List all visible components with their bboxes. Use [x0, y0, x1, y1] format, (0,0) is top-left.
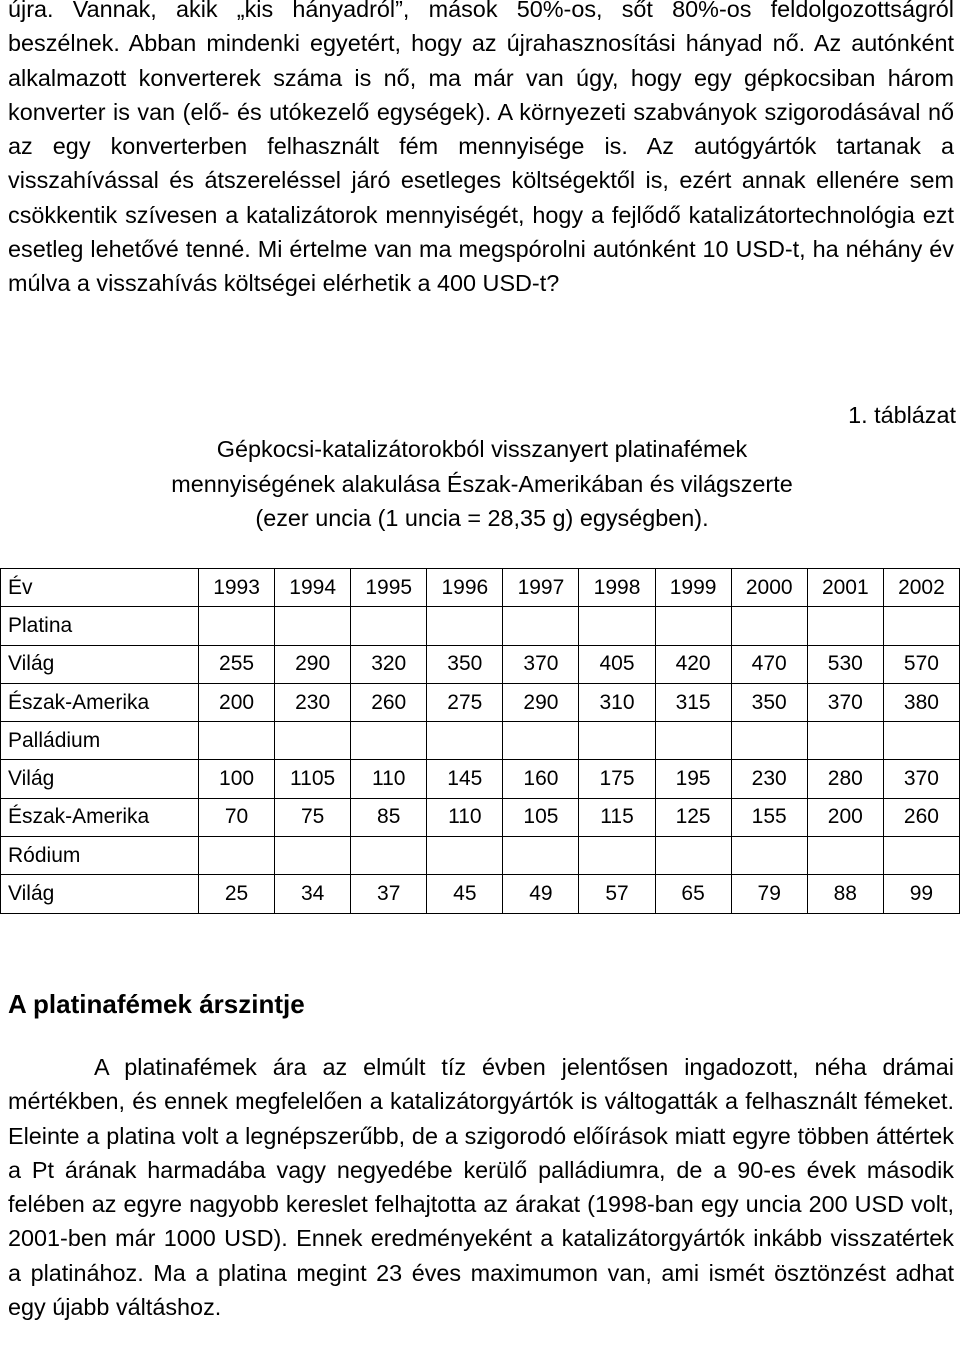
header-year: 2001 — [807, 569, 883, 607]
row-label: Világ — [1, 760, 199, 798]
table-cell: 195 — [655, 760, 731, 798]
table-cell: 37 — [351, 875, 427, 913]
table-cell: 570 — [883, 645, 959, 683]
table-cell: 370 — [807, 683, 883, 721]
table-row — [1, 645, 960, 683]
table-cell: 145 — [427, 760, 503, 798]
table-cell: 110 — [351, 760, 427, 798]
empty-cell — [351, 607, 427, 645]
table-cell: 70 — [199, 798, 275, 836]
table-cell: 350 — [427, 645, 503, 683]
row-label: Világ — [1, 645, 199, 683]
group-label: Palládium — [1, 722, 199, 760]
table-cell: 315 — [655, 683, 731, 721]
table-cell: 160 — [503, 760, 579, 798]
table-row — [1, 875, 960, 913]
row-label: Észak-Amerika — [1, 683, 199, 721]
table-cell: 88 — [807, 875, 883, 913]
table-cell: 65 — [655, 875, 731, 913]
table-cell: 420 — [655, 645, 731, 683]
group-row-platina — [1, 607, 960, 645]
empty-cell — [655, 722, 731, 760]
empty-cell — [351, 837, 427, 875]
table-cell: 320 — [351, 645, 427, 683]
table-title — [0, 432, 960, 536]
header-year: 1997 — [503, 569, 579, 607]
table-cell: 175 — [579, 760, 655, 798]
row-label: Észak-Amerika — [1, 798, 199, 836]
table-cell: 370 — [883, 760, 959, 798]
empty-cell — [427, 607, 503, 645]
empty-cell — [807, 607, 883, 645]
empty-cell — [199, 837, 275, 875]
header-year: 2000 — [731, 569, 807, 607]
table-cell: 200 — [807, 798, 883, 836]
table-cell: 155 — [731, 798, 807, 836]
table-cell: 45 — [427, 875, 503, 913]
table-title-line-3: (ezer uncia (1 uncia = 28,35 g) egységben). — [255, 505, 709, 531]
empty-cell — [275, 837, 351, 875]
table-number: 1. táblázat — [848, 402, 956, 428]
table-cell: 75 — [275, 798, 351, 836]
table-cell: 110 — [427, 798, 503, 836]
table-cell: 34 — [275, 875, 351, 913]
empty-cell — [883, 837, 959, 875]
empty-cell — [199, 722, 275, 760]
empty-cell — [579, 722, 655, 760]
empty-cell — [807, 837, 883, 875]
table-cell: 255 — [199, 645, 275, 683]
section-paragraph: A platinafémek ára az elmúlt tíz évben jelentősen ingadozott, néha drámai mértékben, és ennek megfelelően a katalizátorgyártók is váltogatták a felhasznált fémeket. Eleinte a platina volt a legnépszerűbb, de a szigorodó előírások miatt egyre többen áttértek a Pt árának harmadába vagy negyedébe kerülő palládiumra, de a 90-es évek második felében az egyre nagyobb kereslet felhajtotta az árakat (1998-ban egy uncia 200 USD volt, 2001-ben már 1000 USD). Ennek eredményeként a katalizátorgyártók inkább visszatértek a platinához. Ma a platina megint 23 éves maximumon van, ami ismét ösztönzést adhat egy újabb váltáshoz. — [8, 1054, 954, 1321]
empty-cell — [503, 837, 579, 875]
empty-cell — [579, 607, 655, 645]
table-cell: 530 — [807, 645, 883, 683]
header-year: 1993 — [199, 569, 275, 607]
table-cell: 85 — [351, 798, 427, 836]
header-year: 1998 — [579, 569, 655, 607]
table-title-line-2: mennyiségének alakulása Észak-Amerikában és világszerte — [171, 470, 793, 497]
table-cell: 280 — [807, 760, 883, 798]
empty-cell — [731, 607, 807, 645]
table-cell: 260 — [351, 683, 427, 721]
table-cell: 125 — [655, 798, 731, 836]
table-cell: 275 — [427, 683, 503, 721]
section-heading: A platinafémek árszintje — [8, 989, 305, 1019]
table-cell: 57 — [579, 875, 655, 913]
empty-cell — [427, 722, 503, 760]
empty-cell — [807, 722, 883, 760]
empty-cell — [427, 837, 503, 875]
table-cell: 1105 — [275, 760, 351, 798]
table-cell: 230 — [275, 683, 351, 721]
table-header-row — [1, 569, 960, 607]
empty-cell — [275, 607, 351, 645]
table-row — [1, 798, 960, 836]
table-cell: 260 — [883, 798, 959, 836]
table-row — [1, 683, 960, 721]
empty-cell — [655, 837, 731, 875]
group-label: Platina — [1, 607, 199, 645]
table-cell: 290 — [275, 645, 351, 683]
empty-cell — [883, 607, 959, 645]
intro-paragraph: újra. Vannak, akik „kis hányadról”, mások 50%-os, sőt 80%-os feldolgozottságról beszélnek. Abban mindenki egyetért, hogy az újrahasznosítási hányad nő. Az autónként alkalmazott konverterek száma is nő, ma már van úgy, hogy egy gépkocsiban három konverter is van (elő- és utókezelő egységek). A környezeti szabványok szigorodásával nő az egy konverterben felhasznált fém mennyisége is. Az autógyártók tartanak a visszahívással és átszereléssel járó esetleges költségektől is, ezért annak ellenére sem csökkentik szívesen a katalizátorok mennyiségét, hogy a fejlődő katalizátortechnológia ezt esetleg lehetővé tenné. Mi értelme van ma megspórolni autónként 10 USD-t, ha néhány év múlva a visszahívás költségei elérhetik a 400 USD-t? — [8, 0, 954, 297]
table-cell: 380 — [883, 683, 959, 721]
table-cell: 25 — [199, 875, 275, 913]
group-row-rodium — [1, 837, 960, 875]
table-cell: 470 — [731, 645, 807, 683]
empty-cell — [731, 837, 807, 875]
empty-cell — [351, 722, 427, 760]
table-cell: 230 — [731, 760, 807, 798]
table-cell: 290 — [503, 683, 579, 721]
table-cell: 350 — [731, 683, 807, 721]
header-label: Év — [1, 569, 199, 607]
group-label: Ródium — [1, 837, 199, 875]
empty-cell — [199, 607, 275, 645]
row-label: Világ — [1, 875, 199, 913]
table-title-line-1: Gépkocsi-katalizátorokból visszanyert platinafémek — [216, 436, 748, 462]
table-cell: 49 — [503, 875, 579, 913]
header-year: 1994 — [275, 569, 351, 607]
empty-cell — [503, 722, 579, 760]
empty-cell — [731, 722, 807, 760]
group-row-palladium — [1, 722, 960, 760]
table-row — [1, 760, 960, 798]
empty-cell — [503, 607, 579, 645]
header-year: 1995 — [351, 569, 427, 607]
platinum-metals-table — [0, 568, 960, 914]
empty-cell — [655, 607, 731, 645]
table-cell: 79 — [731, 875, 807, 913]
header-year: 1996 — [427, 569, 503, 607]
table-cell: 105 — [503, 798, 579, 836]
table-cell: 200 — [199, 683, 275, 721]
empty-cell — [883, 722, 959, 760]
table-cell: 100 — [199, 760, 275, 798]
header-year: 1999 — [655, 569, 731, 607]
table-cell: 405 — [579, 645, 655, 683]
empty-cell — [275, 722, 351, 760]
table-cell: 310 — [579, 683, 655, 721]
table-cell: 115 — [579, 798, 655, 836]
table-cell: 370 — [503, 645, 579, 683]
empty-cell — [579, 837, 655, 875]
header-year: 2002 — [883, 569, 959, 607]
table-cell: 99 — [883, 875, 959, 913]
